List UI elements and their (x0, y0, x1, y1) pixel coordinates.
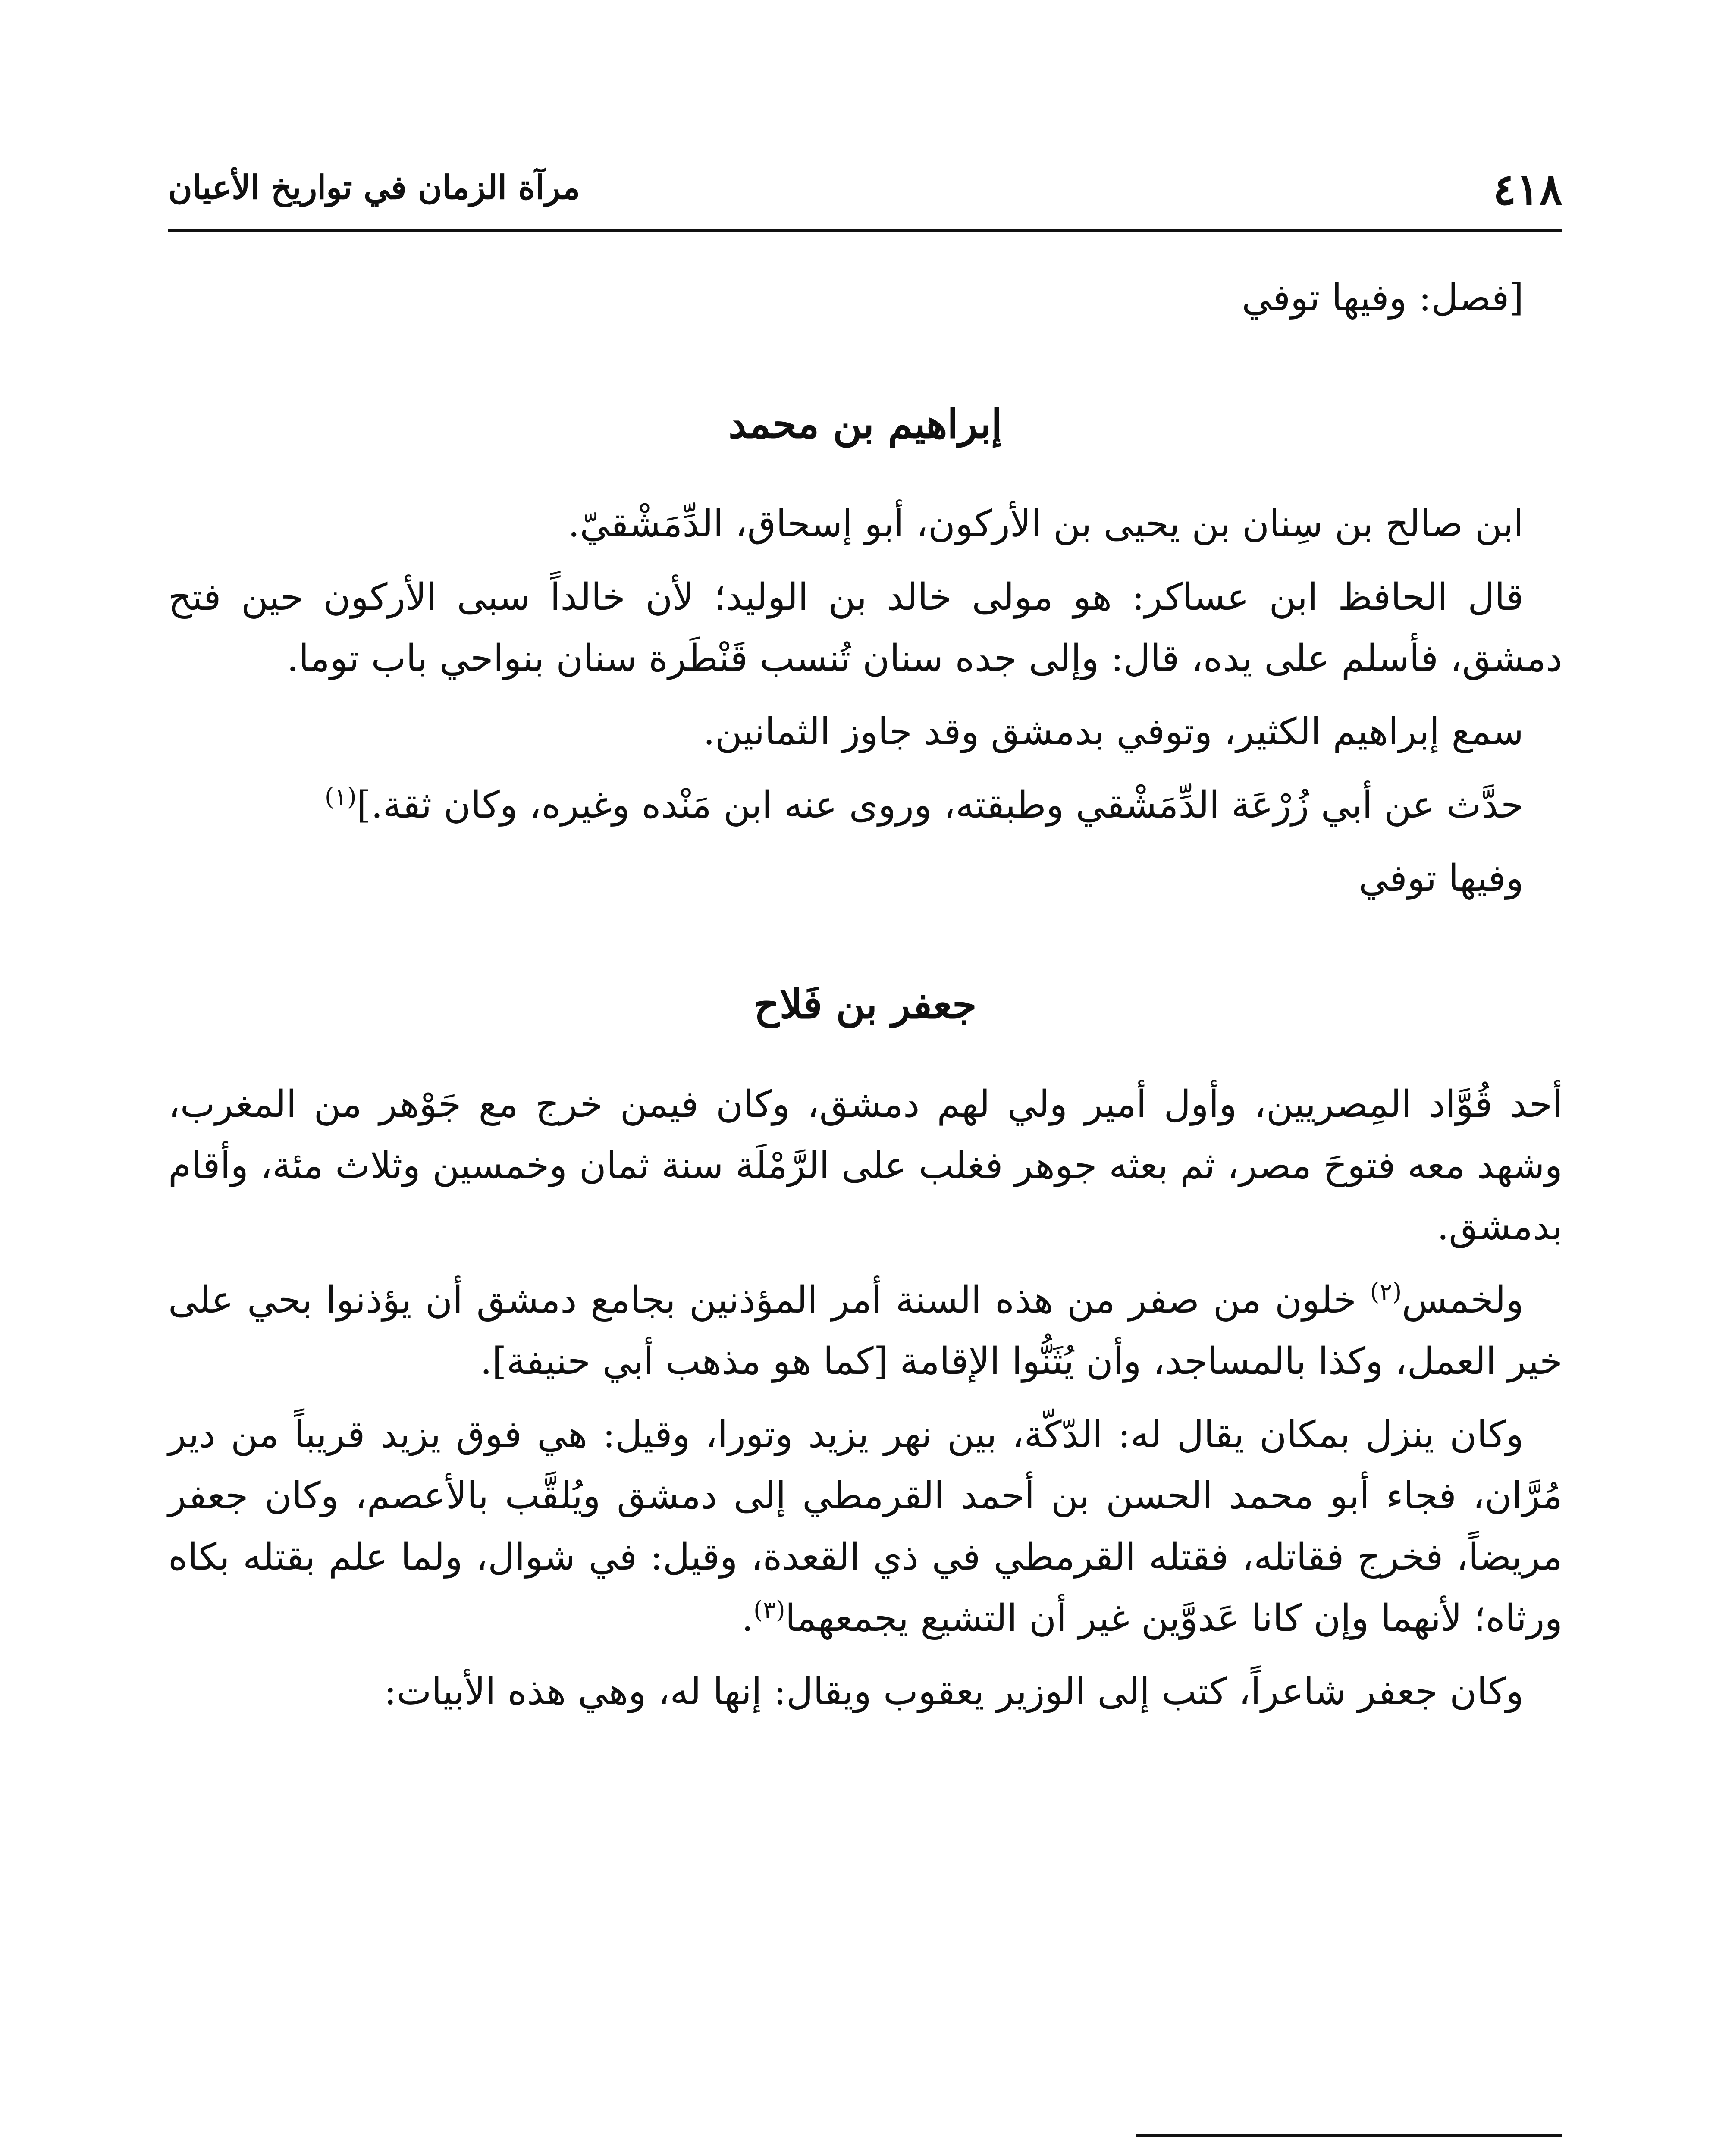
paragraph-adhan-rest: خلون من صفر من هذه السنة أمر المؤذنين بجامع دمشق أن يؤذنوا بحي على خير العمل، وكذا بالمساجد، وأن يُثَنُّوا الإقامة [كما هو مذهب أبي حنيفة]. (168, 1279, 1562, 1383)
paragraph-narration-text: حدَّث عن أبي زُرْعَة الدِّمَشْقي وطبقته، وروى عنه ابن مَنْده وغيره، وكان ثقة.] (356, 783, 1524, 827)
paragraph-killing-text: وكان ينزل بمكان يقال له: الدّكّة، بين نهر يزيد وتورا، وقيل: هي فوق يزيد قريباً من دير مُرَّان، فجاء أبو محمد الحسن بن أحمد القرمطي إلى دمشق ويُلقَّب بالأعصم، وكان جعفر مريضاً، فخرج فقاتله، فقتله القرمطي في ذي القعدة، وقيل: في شوال، ولما علم بقتله بكاه ورثاه؛ لأنهما وإن كانا عَدوَّين غير أن التشيع يجمعهما (168, 1413, 1562, 1640)
footnote-divider (1136, 2134, 1562, 2137)
paragraph-narration (168, 774, 1562, 836)
main-text (168, 267, 1562, 1734)
paragraph-death: سمع إبراهيم الكثير، وتوفي بدمشق وقد جاوز الثمانين. (703, 710, 1524, 753)
paragraph-killing-end: . (741, 1597, 753, 1640)
book-title: مرآة الزمان في تواريخ الأعيان (168, 168, 580, 207)
footnote-ref-1: (١) (324, 783, 357, 811)
section-intro: [فصل: وفيها توفي (1242, 276, 1524, 320)
paragraph-ibn-asakir: قال الحافظ ابن عساكر: هو مولى خالد بن الوليد؛ لأن خالداً سبى الأركون حين فتح دمشق، فأسلم على يده، قال: وإلى جده سنان تُنسب قَنْطَرة سنان بنواحي باب توما. (168, 576, 1562, 680)
paragraph-commander: أحد قُوَّاد المِصريين، وأول أمير ولي لهم دمشق، وكان فيمن خرج مع جَوْهر من المغرب، وشهد معه فتوحَ مصر، ثم بعثه جوهر فغلب على الرَّمْلَة سنة ثمان وخمسين وثلاث مئة، وأقام بدمشق. (168, 1083, 1562, 1248)
footnote-ref-3: (٣) (753, 1596, 785, 1624)
page-number: ٤١٨ (1493, 164, 1562, 215)
footnote-ref-2: (٢) (1370, 1278, 1402, 1306)
entry-heading-ibrahim: إبراهيم بن محمد (728, 401, 1002, 447)
paragraph-killing (168, 1404, 1562, 1649)
paragraph-also-died: وفيها توفي (1359, 857, 1524, 900)
paragraph-adhan-start: ولخمس (1402, 1279, 1524, 1322)
entry-heading-jafar: جعفر بن فَلاح (754, 981, 977, 1028)
running-header (168, 155, 1562, 232)
paragraph-lineage: ابن صالح بن سِنان بن يحيى بن الأركون، أبو إسحاق، الدِّمَشْقيّ. (568, 502, 1524, 545)
paragraph-poet: وكان جعفر شاعراً، كتب إلى الوزير يعقوب ويقال: إنها له، وهي هذه الأبيات: (384, 1670, 1524, 1713)
paragraph-adhan (168, 1269, 1562, 1392)
